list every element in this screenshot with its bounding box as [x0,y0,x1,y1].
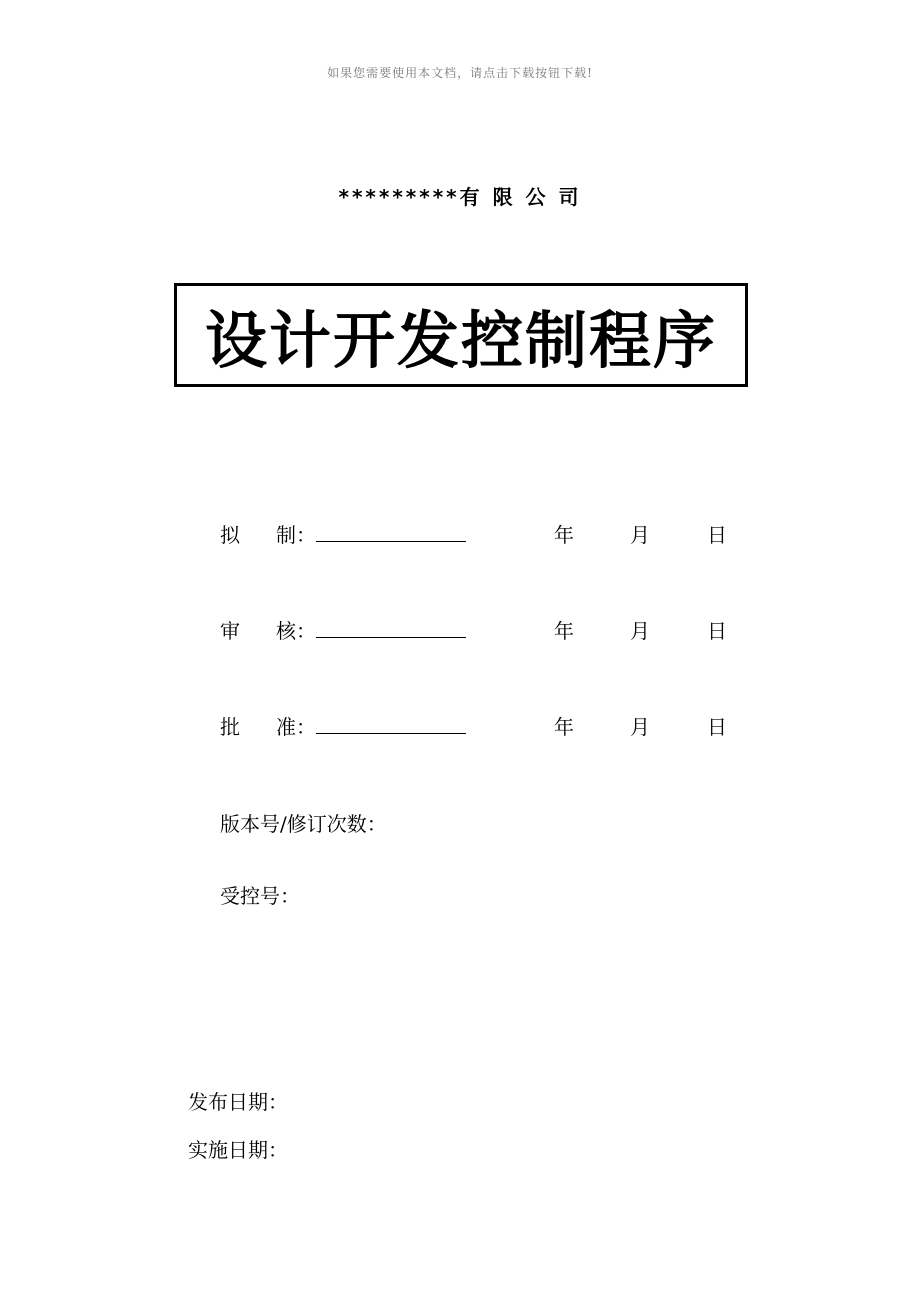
reviewed-by-label [220,615,316,644]
label-char: 准： [276,715,316,739]
release-date-label: 发布日期： [188,1090,288,1114]
control-number-label: 受控号： [220,884,300,908]
drafted-by-row [0,519,920,551]
signature-line [316,637,466,638]
day-label: 日 [707,523,727,547]
title-box [174,283,748,387]
label-char: 制： [276,523,316,547]
day-label: 日 [707,715,727,739]
month-label: 月 [630,715,650,739]
version-label: 版本号/修订次数： [220,812,387,836]
drafted-by-label [220,519,316,548]
approved-by-label [220,711,316,740]
label-char: 审 [220,619,240,643]
download-notice: 如果您需要使用本文档，请点击下载按钮下载! [327,66,593,80]
document-title: 设计开发控制程序 [204,303,717,377]
year-label: 年 [554,619,574,643]
signature-line [316,541,466,542]
year-label: 年 [554,715,574,739]
day-label: 日 [707,619,727,643]
label-char: 批 [220,715,240,739]
signature-line [316,733,466,734]
label-char: 核： [276,619,316,643]
month-label: 月 [630,523,650,547]
year-label: 年 [554,523,574,547]
effective-date-label: 实施日期： [188,1138,288,1162]
label-char: 拟 [220,523,240,547]
month-label: 月 [630,619,650,643]
company-name: *********有 限 公 司 [338,185,582,209]
approved-by-row [0,711,920,743]
reviewed-by-row [0,615,920,647]
